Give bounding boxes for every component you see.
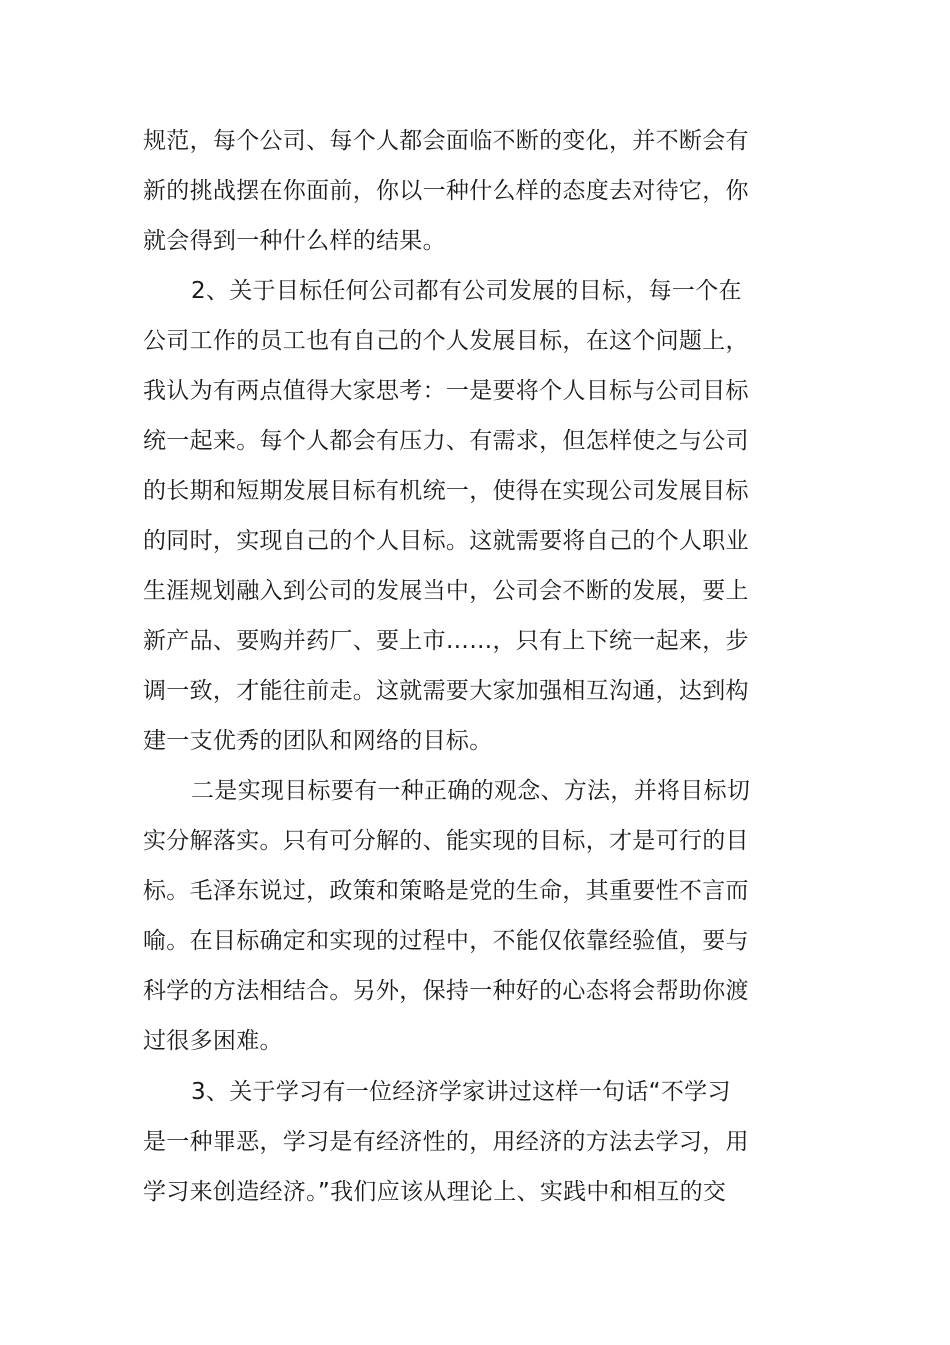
text-line: 二是实现目标要有一种正确的观念、方法，并将目标切 (191, 778, 751, 804)
text-line: 3、关于学习有一位经济学家讲过这样一句话“不学习 (191, 1079, 731, 1105)
text-line: 过很多困难。 (143, 1028, 283, 1054)
text-line: 生涯规划融入到公司的发展当中，公司会不断的发展，要上 (143, 578, 749, 604)
text-line: 的长期和短期发展目标有机统一，使得在实现公司发展目标 (143, 478, 749, 504)
text-line: 是一种罪恶，学习是有经济性的，用经济的方法去学习，用 (143, 1129, 749, 1155)
text-line: 2、关于目标任何公司都有公司发展的目标，每一个在 (191, 278, 742, 304)
text-line: 喻。在目标确定和实现的过程中，不能仅依靠经验值，要与 (143, 928, 749, 954)
paragraph-2 (143, 266, 783, 766)
text-line: 调一致，才能往前走。这就需要大家加强相互沟通，达到构 (143, 678, 749, 704)
text-line: 新的挑战摆在你面前，你以一种什么样的态度去对待它，你 (143, 178, 749, 204)
text-line: 科学的方法相结合。另外，保持一种好的心态将会帮助你渡 (143, 978, 749, 1004)
text-line: 新产品、要购并药厂、要上市……，只有上下统一起来，步 (143, 628, 749, 654)
text-line: 我认为有两点值得大家思考：一是要将个人目标与公司目标 (143, 378, 749, 404)
text-line: 标。毛泽东说过，政策和策略是党的生命，其重要性不言而 (143, 878, 749, 904)
text-line: 的同时，实现自己的个人目标。这就需要将自己的个人职业 (143, 528, 749, 554)
text-line: 规范，每个公司、每个人都会面临不断的变化，并不断会有 (143, 128, 749, 154)
text-line: 就会得到一种什么样的结果。 (143, 228, 446, 254)
text-line: 公司工作的员工也有自己的个人发展目标，在这个问题上， (143, 328, 749, 354)
paragraph-1 (143, 116, 783, 266)
text-line: 统一起来。每个人都会有压力、有需求，但怎样使之与公司 (143, 428, 749, 454)
text-line: 建一支优秀的团队和网络的目标。 (143, 728, 493, 754)
text-line: 实分解落实。只有可分解的、能实现的目标，才是可行的目 (143, 828, 749, 854)
paragraph-3 (143, 766, 783, 1066)
paragraph-4 (143, 1067, 783, 1217)
text-line: 学习来创造经济。”我们应该从理论上、实践中和相互的交 (143, 1179, 727, 1205)
